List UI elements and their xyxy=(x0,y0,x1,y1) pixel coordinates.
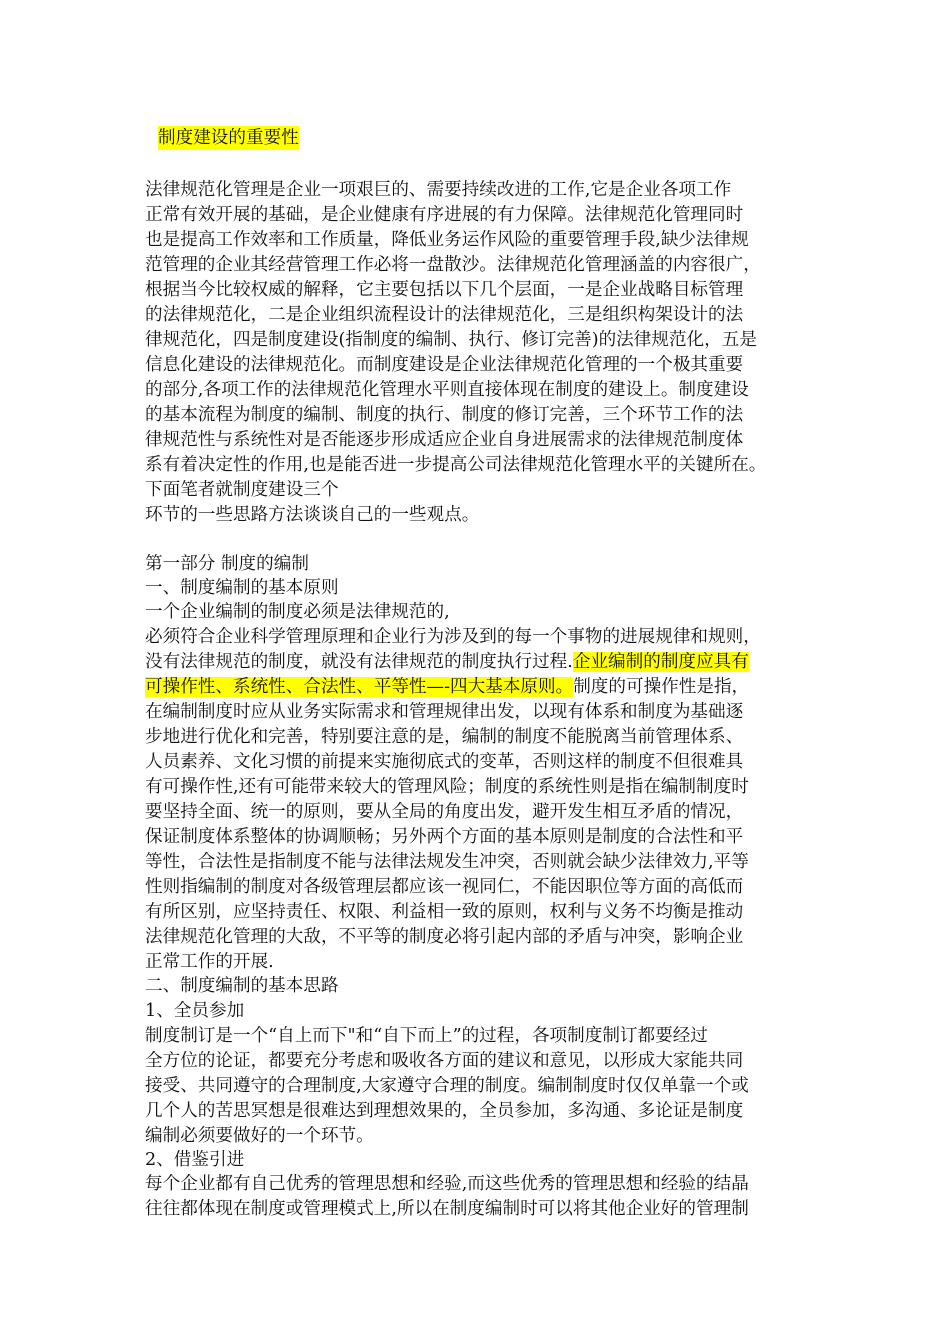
paragraph-line: 有可操作性,还有可能带来较大的管理风险；制度的系统性则是指在编制制度时 xyxy=(145,777,749,797)
intro-line: 下面笔者就制度建设三个 xyxy=(145,480,339,500)
paragraph-line: 法律规范化管理的大敌，不平等的制度必将引起内部的矛盾与冲突，影响企业 xyxy=(145,927,744,947)
intro-line: 律规范性与系统性对是否能逐步形成适应企业自身进展需求的法律规范制度体 xyxy=(145,430,744,450)
intro-line: 系有着决定性的作用,也是能否进一步提高公司法律规范化管理水平的关键所在。 xyxy=(145,455,767,475)
intro-line: 根据当今比较权威的解释，它主要包括以下几个层面，一是企业战略目标管理 xyxy=(145,280,744,300)
paragraph-line xyxy=(145,650,749,674)
highlighted-text: 可操作性、系统性、合法性、平等性—-四大基本原则。 xyxy=(145,677,574,697)
intro-line: 的部分,各项工作的法律规范化管理水平则直接体现在制度的建设上。制度建设 xyxy=(145,380,749,400)
paragraph-line: 往往都体现在制度或管理模式上,所以在制度编制时可以将其他企业好的管理制 xyxy=(145,1199,749,1219)
intro-line: 信息化建设的法律规范化。而制度建设是企业法律规范化管理的一个极其重要 xyxy=(145,355,744,375)
paragraph-line: 保证制度体系整体的协调顺畅；另外两个方面的基本原则是制度的合法性和平 xyxy=(145,827,744,847)
paragraph-line: 每个企业都有自己优秀的管理思想和经验,而这些优秀的管理思想和经验的结晶 xyxy=(145,1174,749,1194)
paragraph-line: 等性，合法性是指制度不能与法律法规发生冲突，否则就会缺少法律效力,平等 xyxy=(145,852,749,872)
intro-line: 法律规范化管理是企业一项艰巨的、需要持续改进的工作,它是企业各项工作 xyxy=(145,180,732,200)
paragraph-line: 全方位的论证，都要充分考虑和吸收各方面的建议和意见，以形成大家能共同 xyxy=(145,1051,744,1071)
line-text: 没有法律规范的制度，就没有法律规范的制度执行过程. xyxy=(145,652,573,672)
item-heading: 2、借鉴引进 xyxy=(145,1150,245,1170)
intro-line: 律规范化，四是制度建设(指制度的编制、执行、修订完善)的法律规范化，五是 xyxy=(145,330,757,350)
section-heading: 二、制度编制的基本思路 xyxy=(145,976,339,996)
paragraph-line: 接受、共同遵守的合理制度,大家遵守合理的制度。编制制度时仅仅单靠一个或 xyxy=(145,1076,749,1096)
item-heading: 1、全员参加 xyxy=(145,1001,245,1021)
paragraph-line: 一个企业编制的制度必须是法律规范的, xyxy=(145,602,450,622)
line-text: 制度的可操作性是指， xyxy=(573,677,750,697)
paragraph-line: 正常工作的开展. xyxy=(145,952,274,972)
section-heading: 一、制度编制的基本原则 xyxy=(145,578,339,598)
intro-line: 范管理的企业其经营管理工作必将一盘散沙。法律规范化管理涵盖的内容很广， xyxy=(145,255,761,275)
intro-line: 的基本流程为制度的编制、制度的执行、制度的修订完善，三个环节工作的法 xyxy=(145,405,744,425)
paragraph-line: 编制必须要做好的一个环节。 xyxy=(145,1126,374,1146)
highlighted-text: 企业编制的制度应具有 xyxy=(572,652,749,672)
paragraph-line: 在编制制度时应从业务实际需求和管理规律出发，以现有体系和制度为基础逐 xyxy=(145,702,744,722)
paragraph-line: 性则指编制的制度对各级管理层都应该一视同仁，不能因职位等方面的高低而 xyxy=(145,877,744,897)
intro-line: 的法律规范化，二是企业组织流程设计的法律规范化，三是组织构架设计的法 xyxy=(145,305,744,325)
intro-line: 环节的一些思路方法谈谈自己的一些观点。 xyxy=(145,505,480,525)
document-title: 制度建设的重要性 xyxy=(158,128,299,148)
paragraph-line xyxy=(145,675,749,699)
paragraph-line: 几个人的苦思冥想是很难达到理想效果的，全员参加，多沟通、多论证是制度 xyxy=(145,1101,744,1121)
paragraph-line: 要坚持全面、统一的原则，要从全局的角度出发，避开发生相互矛盾的情况， xyxy=(145,802,744,822)
paragraph-line: 步地进行优化和完善，特别要注意的是，编制的制度不能脱离当前管理体系、 xyxy=(145,727,744,747)
paragraph-line: 制度制订是一个“自上而下"和“自下而上”的过程，各项制度制订都要经过 xyxy=(145,1026,708,1046)
intro-line: 也是提高工作效率和工作质量，降低业务运作风险的重要管理手段,缺少法律规 xyxy=(145,230,749,250)
part-heading: 第一部分 制度的编制 xyxy=(145,554,309,574)
paragraph-line: 人员素养、文化习惯的前提来实施彻底式的变革，否则这样的制度不但很难具 xyxy=(145,752,744,772)
paragraph-line: 有所区别，应坚持责任、权限、利益相一致的原则，权利与义务不均衡是推动 xyxy=(145,902,744,922)
intro-line: 正常有效开展的基础，是企业健康有序进展的有力保障。法律规范化管理同时 xyxy=(145,205,744,225)
paragraph-line: 必须符合企业科学管理原理和企业行为涉及到的每一个事物的进展规律和规则， xyxy=(145,627,761,647)
